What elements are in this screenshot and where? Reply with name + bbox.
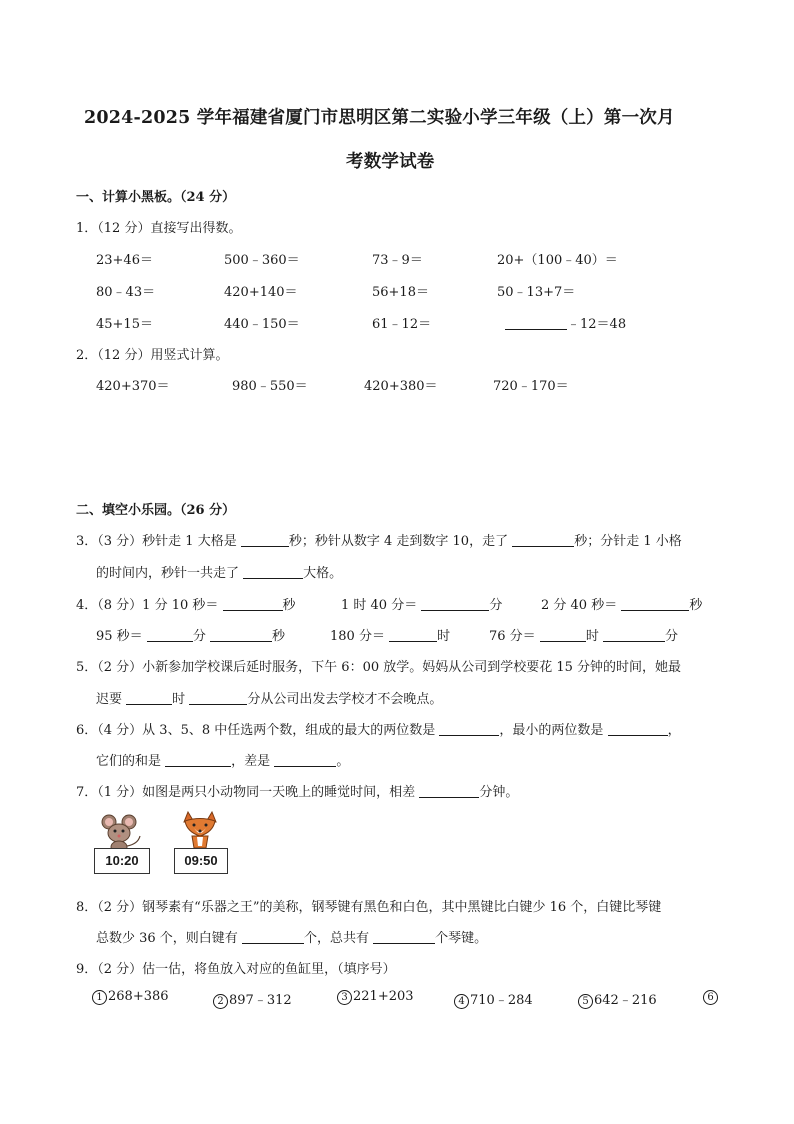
answer-blank[interactable]: [608, 722, 668, 736]
answer-blank[interactable]: [439, 722, 499, 736]
q9-option: 1 268+386: [92, 989, 169, 1005]
answer-blank[interactable]: [242, 930, 304, 944]
answer-blank[interactable]: [165, 753, 231, 767]
q2-item: 420+380＝: [364, 379, 438, 394]
page-title-line2: 考数学试卷: [346, 152, 435, 172]
q2-item: 420+370＝: [96, 379, 170, 394]
answer-blank[interactable]: [147, 628, 193, 642]
circled-number: 6: [703, 990, 718, 1005]
q4-part-e: 180 分＝ 时: [330, 629, 451, 644]
answer-blank[interactable]: [419, 784, 479, 798]
q8-line1: 8．（2 分）钢琴素有“乐器之王”的美称，钢琴键有黑色和白色，其中黑键比白键少 16 个，白键比琴键: [76, 900, 662, 915]
section-2-header: 二、填空小乐园。（26 分）: [76, 503, 236, 518]
circled-number: 5: [578, 994, 593, 1009]
answer-blank[interactable]: [373, 930, 435, 944]
q2-item: 720﹣170＝: [493, 379, 569, 394]
answer-blank[interactable]: [274, 753, 336, 767]
q1-item: 23+46＝: [96, 253, 153, 268]
answer-blank[interactable]: [603, 628, 665, 642]
section-1-header: 一、计算小黑板。（24 分）: [76, 190, 236, 205]
q1-item-with-blank: ﹣12＝48: [505, 313, 626, 332]
answer-blank[interactable]: [421, 597, 489, 611]
q7-line: 7．（1 分）如图是两只小动物同一天晚上的睡觉时间，相差 分钟。: [76, 785, 519, 800]
q3-line1: 3．（3 分）秒针走 1 大格是 秒；秒针从数字 4 走到数字 10，走了 秒；分针走 1 小格: [76, 534, 682, 549]
fox-icon: [180, 808, 220, 850]
q4-part-f: 76 分＝ 时 分: [489, 629, 678, 644]
q8-line2: 总数少 36 个，则白键有 个，总共有 个琴键。: [96, 931, 488, 946]
q1-item: 56+18＝: [372, 285, 429, 300]
q2-stem: 2．（12 分）用竖式计算。: [76, 348, 229, 363]
clock-display-fox: 09:50: [174, 848, 228, 874]
q6-line1: 6．（4 分）从 3、5、8 中任选两个数，组成的最大的两位数是 ，最小的两位数是 ，: [76, 723, 681, 738]
q4-part-c: 2 分 40 秒＝ 秒: [541, 598, 703, 613]
q1-item: 73﹣9＝: [372, 253, 423, 268]
circled-number: 2: [213, 994, 228, 1009]
q1-item: 50﹣13+7＝: [497, 285, 576, 300]
q9-option: 4 710﹣284: [454, 989, 533, 1009]
q3-line2: 的时间内，秒针一共走了 大格。: [96, 566, 343, 581]
q4-part-b: 1 时 40 分＝ 分: [341, 598, 503, 613]
q1-item: 500﹣360＝: [224, 253, 300, 268]
q1-stem: 1．（12 分）直接写出得数。: [76, 221, 242, 236]
q1-item: 45+15＝: [96, 317, 153, 332]
q1-item: 440﹣150＝: [224, 317, 300, 332]
answer-blank[interactable]: [621, 597, 689, 611]
q5-line2: 迟要 时 分从公司出发去学校才不会晚点。: [96, 692, 443, 707]
answer-blank[interactable]: [210, 628, 272, 642]
answer-blank[interactable]: [241, 533, 289, 547]
answer-blank[interactable]: [540, 628, 586, 642]
q6-line2: 它们的和是 ，差是 。: [96, 754, 350, 769]
answer-blank[interactable]: [389, 628, 437, 642]
answer-blank[interactable]: [243, 565, 303, 579]
q9-stem: 9．（2 分）估一估，将鱼放入对应的鱼缸里，（填序号）: [76, 962, 396, 977]
q1-item: 61﹣12＝: [372, 317, 432, 332]
q4-part-a: 4．（8 分）1 分 10 秒＝ 秒: [76, 598, 296, 613]
q9-option: [703, 989, 719, 1005]
answer-blank[interactable]: [223, 597, 283, 611]
q9-option: 5 642﹣216: [578, 989, 657, 1009]
answer-blank[interactable]: [126, 691, 172, 705]
answer-blank[interactable]: [505, 316, 567, 330]
circled-number: 1: [92, 990, 107, 1005]
answer-blank[interactable]: [512, 533, 574, 547]
q1-item: 20+（100﹣40）＝: [497, 253, 618, 268]
q5-line1: 5．（2 分）小新参加学校课后延时服务，下午 6：00 放学。妈妈从公司到学校要花 15 分钟的时间，她最: [76, 660, 682, 675]
q9-option: 3 221+203: [337, 989, 414, 1005]
q2-item: 980﹣550＝: [232, 379, 308, 394]
q1-item: 80﹣43＝: [96, 285, 156, 300]
circled-number: 3: [337, 990, 352, 1005]
answer-blank[interactable]: [189, 691, 247, 705]
clock-display-mouse: 10:20: [94, 848, 150, 874]
page-title-line1: 2024-2025 学年福建省厦门市思明区第二实验小学三年级（上）第一次月: [84, 108, 675, 128]
mouse-icon: [96, 812, 146, 852]
q4-part-d: 95 秒＝ 分 秒: [96, 629, 285, 644]
q1-item: 420+140＝: [224, 285, 298, 300]
q9-option: 2 897﹣312: [213, 989, 292, 1009]
circled-number: 4: [454, 994, 469, 1009]
